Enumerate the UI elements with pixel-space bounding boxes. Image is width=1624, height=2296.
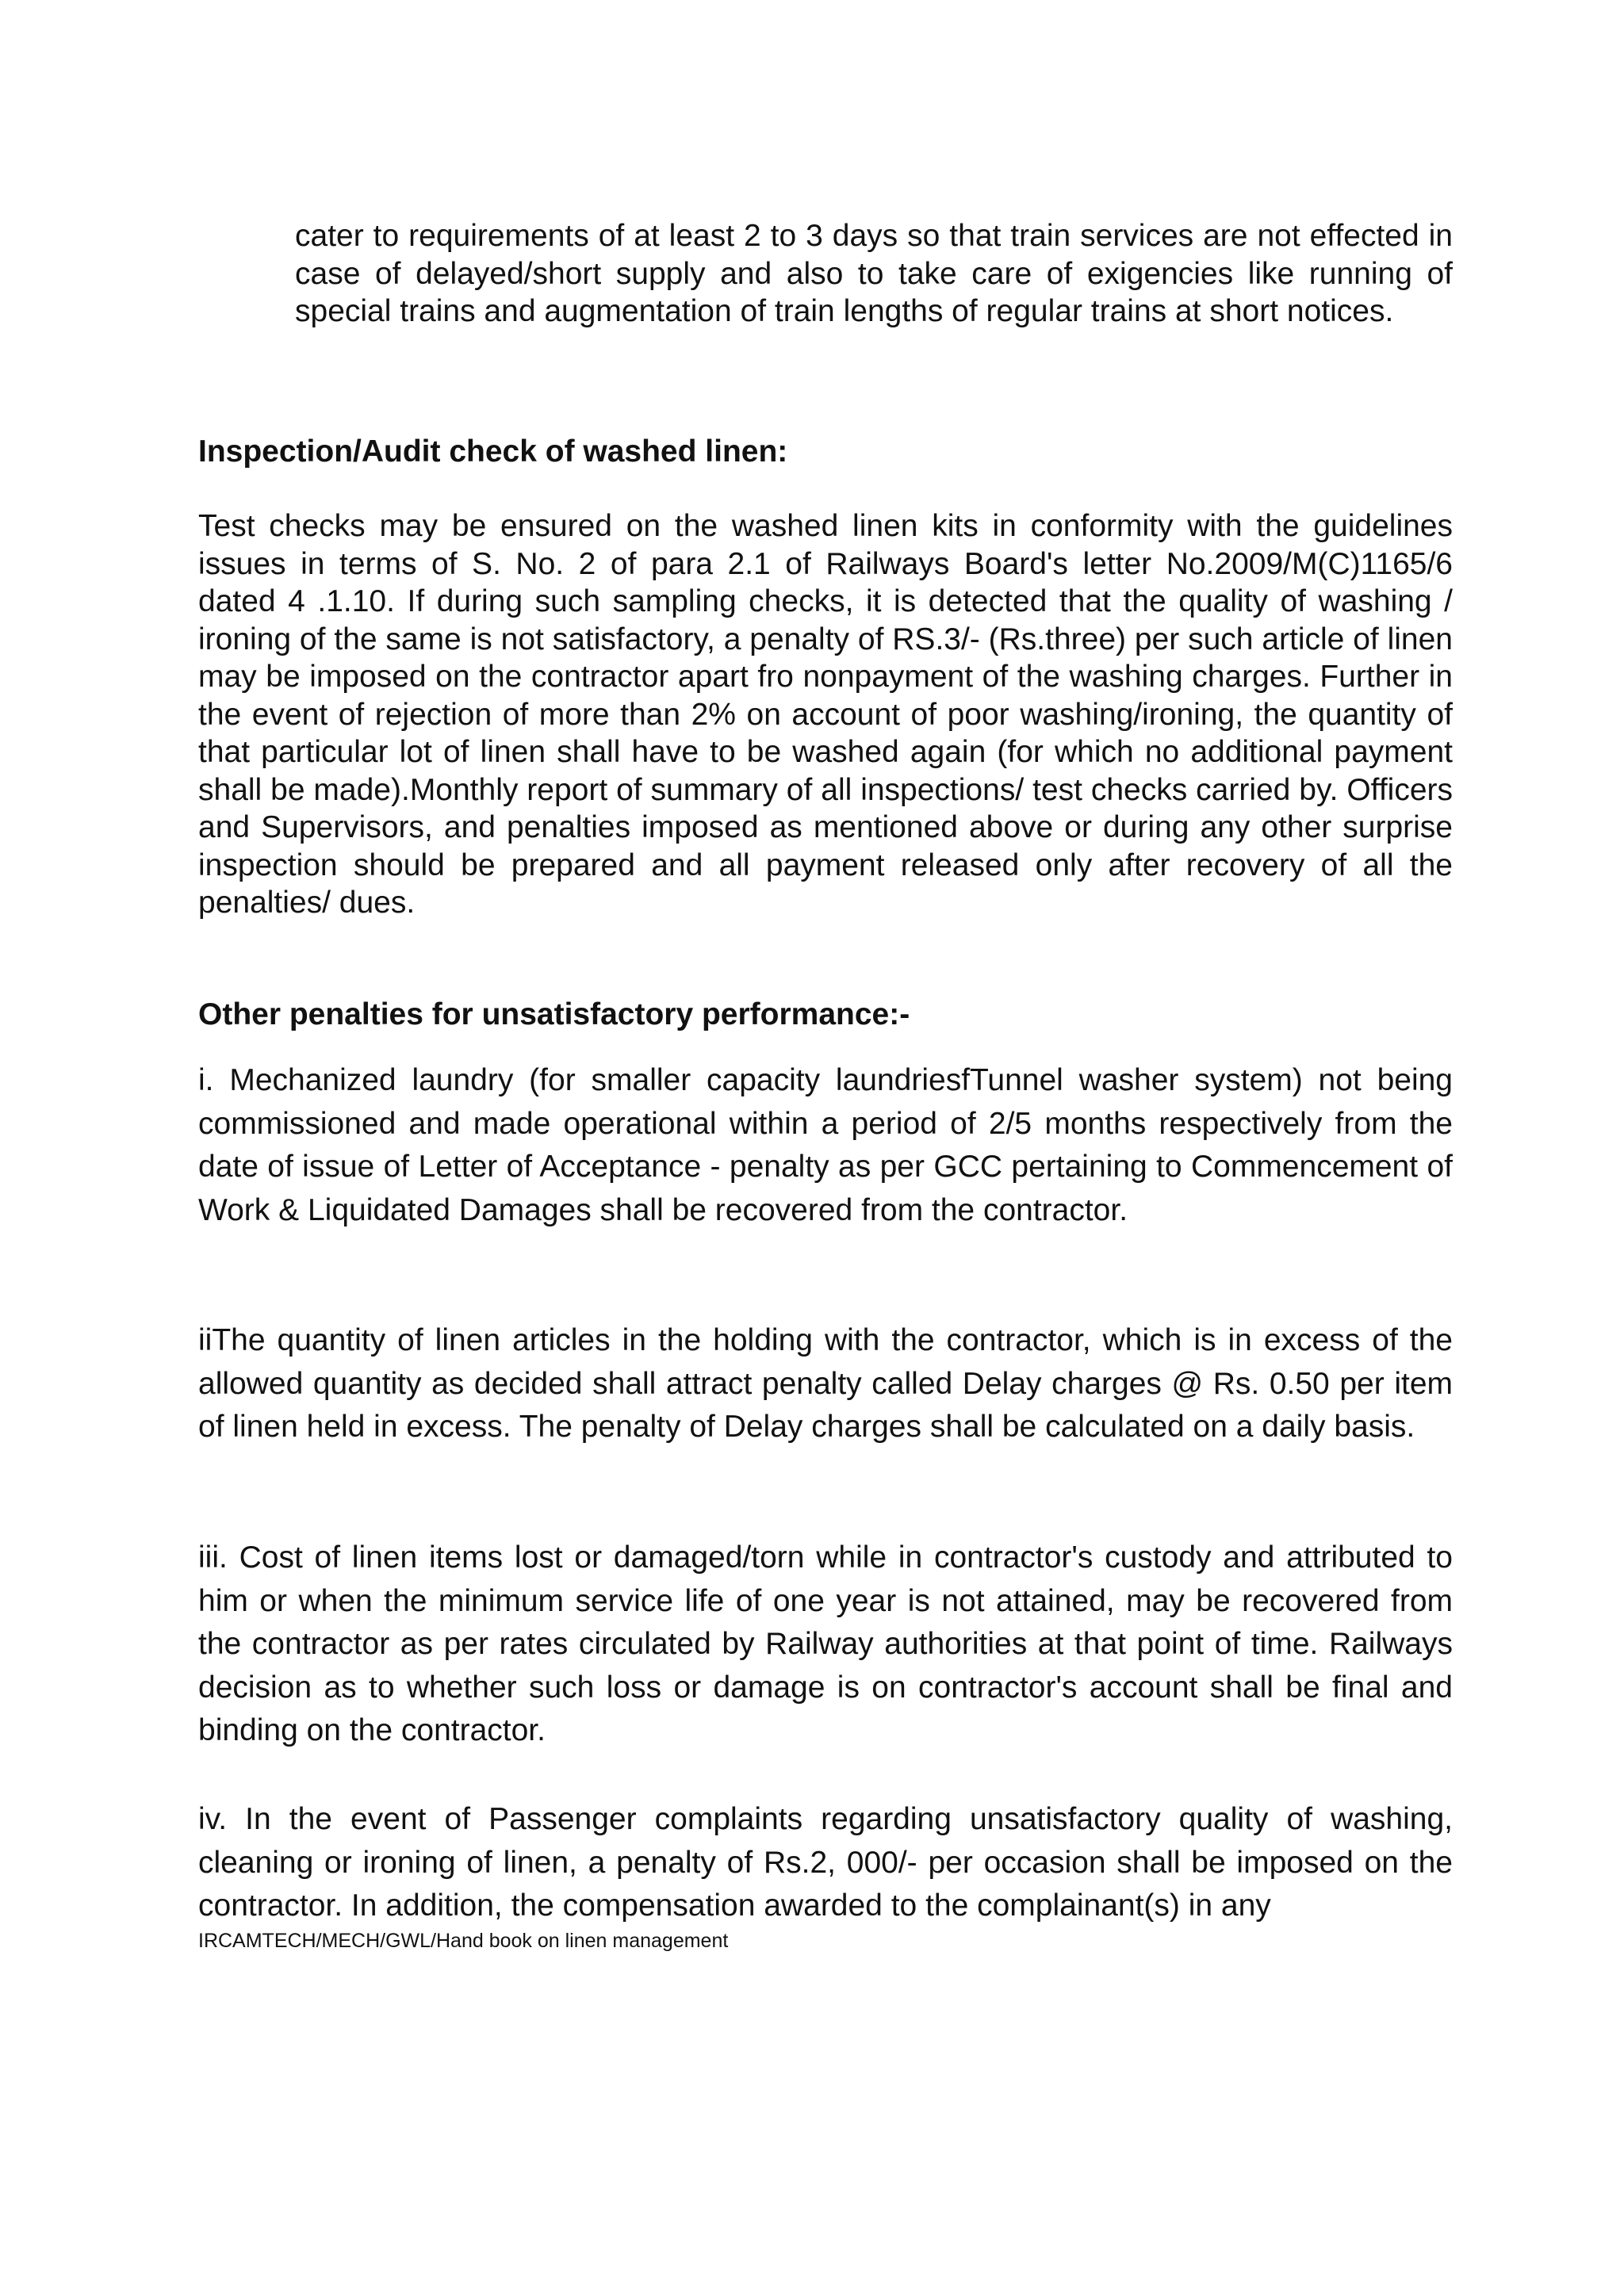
penalties-heading: Other penalties for unsatisfactory performance:- [198, 997, 910, 1031]
intro-paragraph: cater to requirements of at least 2 to 3 days so that train services are not effected in case of delayed/short supply and also to take care of exigencies like running of special trains and augmentation of train lengths of regular trains at short notices. [295, 219, 1453, 328]
page-footer: IRCAMTECH/MECH/GWL/Hand book on linen management [198, 1930, 729, 1952]
inspection-paragraph: Test checks may be ensured on the washed linen kits in conformity with the guidelines issues in terms of S. No. 2 of para 2.1 of Railways Board's letter No.2009/M(C)1165/6 dated 4 .1.10. If during such sampling checks, it is detected that the quality of washing / ironing of the same is not satisfactory, a penalty of RS.3/- (Rs.three) per such article of linen may be imposed on the contractor apart fro nonpayment of the washing charges. Further in the event of rejection of more than 2% on account of poor washing/ironing, the quantity of that particular lot of linen shall have to be washed again (for which no additional payment shall be made).Monthly report of summary of all inspections/ test checks carried by. Officers and Supervisors, and penalties imposed as mentioned above or during any other surprise inspection should be prepared and all payment released only after recovery of all the penalties/ dues. [198, 509, 1453, 920]
penalty-item-2: iiThe quantity of linen articles in the holding with the contractor, which is in excess of the allowed quantity as decided shall attract penalty called Delay charges @ Rs. 0.50 per item of linen held in excess. The penalty of Delay charges shall be calculated on a daily basis. [198, 1323, 1453, 1444]
penalty-item-1: i. Mechanized laundry (for smaller capacity laundriesfTunnel washer system) not being commissioned and made operational within a period of 2/5 months respectively from the date of issue of Letter of Acceptance - penalty as per GCC pertaining to Commencement of Work & Liquidated Damages shall be recovered from the contractor. [198, 1063, 1453, 1227]
inspection-heading: Inspection/Audit check of washed linen: [198, 434, 788, 469]
penalty-item-4: iv. In the event of Passenger complaints regarding unsatisfactory quality of washing, cleaning or ironing of linen, a penalty of Rs.2, 000/- per occasion shall be imposed on the contractor. In addition, the compensation awarded to the complainant(s) in any [198, 1802, 1453, 1923]
penalty-item-3: iii. Cost of linen items lost or damaged/torn while in contractor's custody and attributed to him or when the minimum service life of one year is not attained, may be recovered from the contractor as per rates circulated by Railway authorities at that point of time. Railways decision as to whether such loss or damage is on contractor's account shall be final and binding on the contractor. [198, 1540, 1453, 1747]
